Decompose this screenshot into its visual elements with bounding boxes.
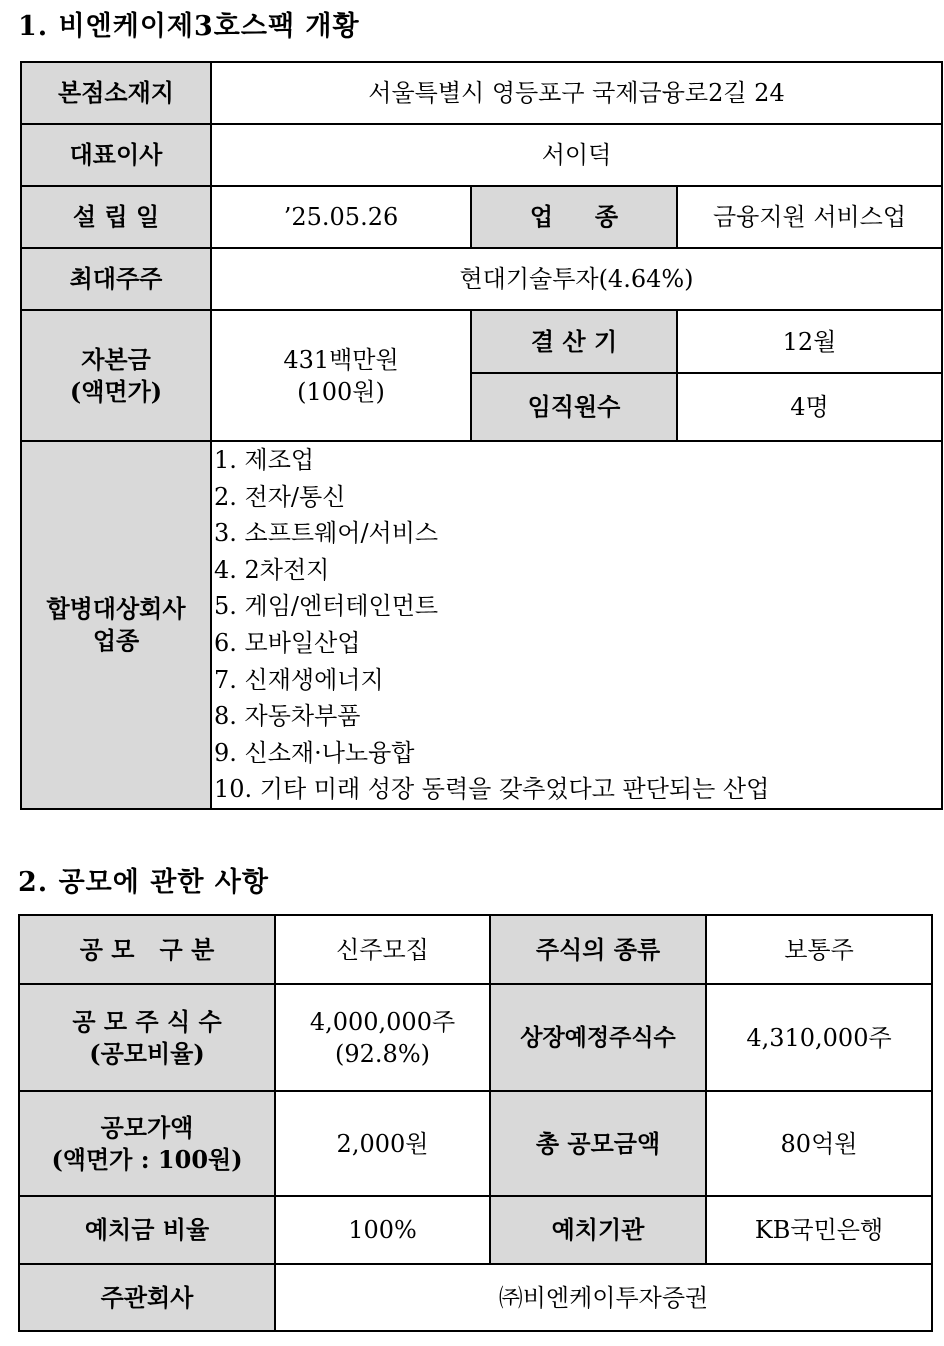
capital-label-line-1: 자본금: [81, 344, 151, 374]
offering-price-value: 2,000원: [275, 1091, 490, 1196]
industry-label: 업 종: [471, 186, 677, 248]
offering-type-label: 공 모 구 분: [19, 915, 275, 984]
employees-label: 임직원수: [471, 373, 677, 441]
deposit-ratio-value: 100%: [275, 1196, 490, 1264]
offering-shares-value-line-1: 4,000,000주: [309, 1007, 456, 1036]
founded-label: 설 립 일: [21, 186, 211, 248]
list-item: 5. 게임/엔터테인먼트: [214, 592, 439, 621]
deposit-institution-value: KB국민은행: [706, 1196, 932, 1264]
industry-value: 금융지원 서비스업: [677, 186, 942, 248]
list-item: 9. 신소재·나노융합: [214, 738, 415, 767]
fiscal-month-value: 12월: [677, 310, 942, 373]
offering-price-label-line-1: 공모가액: [100, 1112, 194, 1142]
offering-price-label: [19, 1091, 275, 1196]
underwriter-value: ㈜비엔케이투자증권: [275, 1264, 932, 1331]
underwriter-label: 주관회사: [19, 1264, 275, 1331]
list-item: 7. 신재생에너지: [214, 665, 384, 694]
capital-value: [211, 310, 471, 441]
offering-type-value: 신주모집: [275, 915, 490, 984]
fiscal-month-label: 결 산 기: [471, 310, 677, 373]
deposit-ratio-label: 예치금 비율: [19, 1196, 275, 1264]
list-item: 3. 소프트웨어/서비스: [214, 519, 439, 548]
ceo-label: 대표이사: [21, 124, 211, 186]
offering-price-label-line-2: (액면가 : 100원): [51, 1144, 243, 1174]
employees-value: 4명: [677, 373, 942, 441]
offering-shares-label: [19, 984, 275, 1091]
listed-shares-label: 상장예정주식수: [490, 984, 706, 1091]
capital-value-line-2: (100원): [297, 377, 385, 406]
list-item: 1. 제조업: [214, 446, 315, 474]
total-offering-label: 총 공모금액: [490, 1091, 706, 1196]
offering-shares-label-line-2: (공모비율): [89, 1038, 205, 1068]
capital-value-line-1: 431백만원: [283, 345, 399, 374]
list-item: 4. 2차전지: [214, 555, 330, 584]
stock-kind-label: 주식의 종류: [490, 915, 706, 984]
merger-target-label-line-1: 합병대상회사: [46, 593, 186, 623]
listed-shares-value: 4,310,000주: [706, 984, 932, 1091]
merger-target-label: [21, 441, 211, 809]
section-1-title: 1. 비엔케이제3호스팩 개황: [18, 11, 360, 42]
largest-shareholder-value: 현대기술투자(4.64%): [211, 248, 942, 310]
founded-value: ’25.05.26: [211, 186, 471, 248]
deposit-institution-label: 예치기관: [490, 1196, 706, 1264]
ceo-value: 서이덕: [211, 124, 942, 186]
public-offering-table: [18, 914, 933, 1332]
section-2-title: 2. 공모에 관한 사항: [18, 867, 269, 898]
stock-kind-value: 보통주: [706, 915, 932, 984]
merger-industry-list: [211, 441, 942, 809]
offering-shares-value-line-2: (92.8%): [335, 1039, 430, 1068]
merger-target-label-line-2: 업종: [92, 625, 140, 655]
list-item: 8. 자동차부품: [214, 702, 361, 731]
company-overview-table: [20, 61, 943, 810]
list-item: 10. 기타 미래 성장 동력을 갖추었다고 판단되는 산업: [214, 775, 770, 804]
address-label: 본점소재지: [21, 62, 211, 124]
largest-shareholder-label: 최대주주: [21, 248, 211, 310]
capital-label: [21, 310, 211, 441]
total-offering-value: 80억원: [706, 1091, 932, 1196]
address-value: 서울특별시 영등포구 국제금융로2길 24: [211, 62, 942, 124]
list-item: 6. 모바일산업: [214, 628, 361, 657]
offering-shares-label-line-1: 공 모 주 식 수: [72, 1006, 222, 1036]
list-item: 2. 전자/통신: [214, 482, 346, 511]
offering-shares-value: [275, 984, 490, 1091]
capital-label-line-2: (액면가): [69, 376, 163, 406]
